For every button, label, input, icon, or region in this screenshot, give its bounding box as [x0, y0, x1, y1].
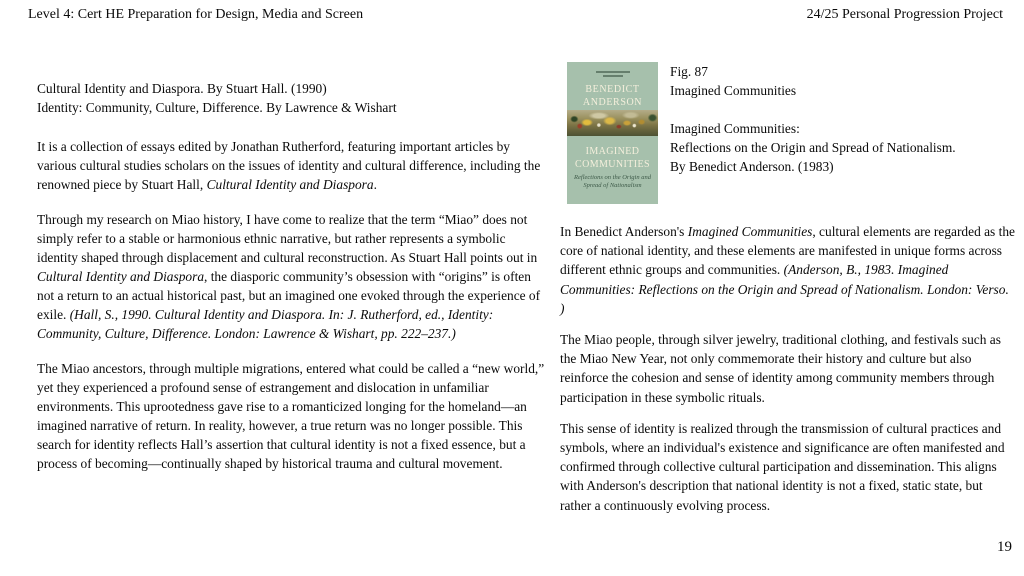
cover-top-note-line [596, 71, 630, 73]
cover-subtitle-line: Spread of Nationalism [583, 182, 642, 189]
header-course-title: Level 4: Cert HE Preparation for Design, Media and Screen [28, 7, 364, 22]
figure-number: Fig. 87 [670, 64, 708, 79]
right-paragraph-anderson: In Benedict Anderson's Imagined Communities, cultural elements are regarded as the core of national identity, and these elements are manifested in unique forms across different ethnic groups and communities. (Anderson, B., 1983. Imagined Communities: Reflections on the Origin and Spread of Nationalism. London: Verso. ) [560, 224, 1015, 316]
right-text-column [560, 62, 1016, 527]
page-number: 19 [997, 539, 1012, 555]
book-cover-imagined-communities [567, 62, 658, 204]
right-paragraph-identity-process: This sense of identity is realized through the transmission of cultural practices and symbols, where an individual's existence and significance are often manifested and confirmed through collective cultural participation and dissemination. This aligns with Anderson's description that national identity is not a fixed, static state, but rather a continuously evolving process. [560, 420, 1005, 513]
cover-title-line: IMAGINED [585, 146, 640, 157]
cover-top-note-line [603, 75, 623, 77]
left-text-column [37, 79, 545, 489]
cover-painting-art [567, 110, 658, 136]
header-project-title: 24/25 Personal Progression Project [806, 7, 1003, 22]
cover-author-line: ANDERSON [582, 96, 643, 108]
cover-title-line: COMMUNITIES [575, 158, 650, 170]
left-column-book-references [37, 79, 545, 117]
cover-author-line: BENEDICT [585, 84, 640, 95]
cover-author-name [567, 84, 658, 109]
right-paragraph-miao-people: The Miao people, through silver jewelry, traditional clothing, and festivals such as the Miao New Year, not only commemorate their history and culture but also reinforce the cohesion and sense of identity among community members through participation in these symbolic rituals. [560, 332, 1001, 405]
figure-block [560, 62, 1016, 204]
cover-book-subtitle [567, 174, 658, 190]
left-paragraph-miao-research: Through my research on Miao history, I have come to realize that the term “Miao” does not simply refer to a stable or harmonious ethnic narrative, but rather represents a symbolic identity shaped through displacement and cultural reconstruction. As Stuart Hall points out in Cultural Identity and Diaspora, the diasporic community’s obsession with “origins” is often not a return to an actual historical past, but an imagined one evoked through the experience of exile. (Hall, S., 1990. Cultural Identity and Diaspora. In: J. Rutherford, ed., Identity: Community, Culture, Difference. London: Lawrence & Wishart, pp. 222–237.) [37, 212, 541, 341]
cover-subtitle-line: Reflections on the Origin and [574, 174, 651, 181]
book-reference-title: Imagined Communities: [670, 121, 800, 136]
figure-caption: Imagined Communities [670, 83, 797, 98]
left-paragraph-miao-ancestors: The Miao ancestors, through multiple migrations, entered what could be called a “new world,” yet they experienced a profound sense of estrangement and dislocation in unfamiliar environments. This uprootedness gave rise to a romanticized longing for the homeland—an imagined narrative of return. In reality, however, a true return was no longer possible. This search for identity reflects Hall’s assertion that cultural identity is not a fixed essence, but a process of becoming—continually shaped by historical trauma and cultural movement. [37, 361, 545, 471]
book-reference-author: By Benedict Anderson. (1983) [670, 159, 834, 174]
left-paragraph-collection: It is a collection of essays edited by Jonathan Rutherford, featuring important articles by various cultural studies scholars on the issues of identity and cultural difference, including the renowned piece by Stuart Hall, Cultural Identity and Diaspora. [37, 139, 541, 192]
reference-line-identity: Identity: Community, Culture, Difference. By Lawrence & Wishart [37, 100, 397, 115]
reference-line-hall: Cultural Identity and Diaspora. By Stuart Hall. (1990) [37, 81, 327, 96]
spacer [670, 100, 956, 119]
cover-top-note-lines [567, 71, 658, 77]
book-reference-subtitle: Reflections on the Origin and Spread of Nationalism. [670, 140, 956, 155]
cover-book-title [567, 146, 658, 171]
figure-caption-block [670, 62, 956, 176]
